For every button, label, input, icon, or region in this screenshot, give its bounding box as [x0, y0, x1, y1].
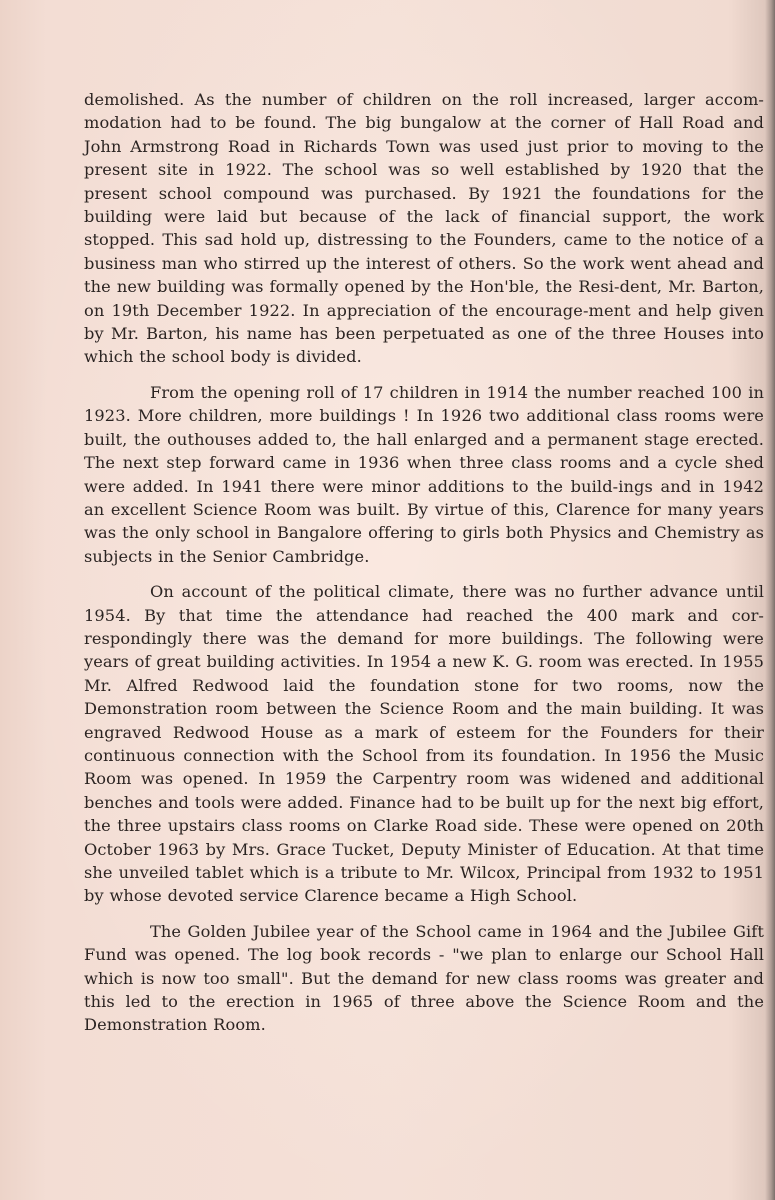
paragraph-building-1954-1963: On account of the political climate, there was no further advance until 1954. By that time the attendance had reached the 400 mark and cor-respondingly there was the demand for more buildings. The following were years of great building activities. In 1954 a new K. G. room was erected. In 1955 Mr. Alfred Redwood laid the foundation stone for two rooms, now the Demonstration room between the Science Room and the main building. It was engraved Redwood House as a mark of esteem for the Founders for their continuous connection with the School from its foundation. In 1956 the Music Room was opened. In 1959 the Carpentry room was widened and additional benches and tools were added. Finance had to be built up for the next big effort, the three upstairs class rooms on Clarke Road side. These were opened on 20th October 1963 by Mrs. Grace Tucket, Deputy Minister of Education. At that time she unveiled tablet which is a tribute to Mr. Wilcox, Principal from 1932 to 1951 by whose devoted service Clarence became a High School.	[84, 582, 764, 906]
document-body	[84, 88, 764, 1037]
paragraph-growth-1914-1942: From the opening roll of 17 children in 1914 the number reached 100 in 1923. More children, more buildings ! In 1926 two additional class rooms were built, the outhouses added to, the hall enlarged and a permanent stage erected. The next step forward came in 1936 when three class rooms and a cycle shed were added. In 1941 there were minor additions to the build-ings and in 1942 an excellent Science Room was built. By virtue of this, Clarence for many years was the only school in Bangalore offering to girls both Physics and Chemistry as subjects in the Senior Cambridge.	[84, 382, 764, 566]
paragraph-golden-jubilee: The Golden Jubilee year of the School came in 1964 and the Jubilee Gift Fund was opened. The log book records - "we plan to enlarge our School Hall which is now too small". But the demand for new class rooms was greater and this led to the erection in 1965 of three above the Science Room and the Demonstration Room.	[84, 921, 764, 1035]
page-edge-shadow	[765, 0, 775, 1200]
paragraph-school-history-early: demolished. As the number of children on the roll increased, larger accom-modation had to be found. The big bungalow at the corner of Hall Road and John Armstrong Road in Richards Town was used just prior to moving to the present site in 1922. The school was so well established by 1920 that the present school compound was purchased. By 1921 the foundations for the building were laid but because of the lack of financial support, the work stopped. This sad hold up, distressing to the Founders, came to the notice of a business man who stirred up the interest of others. So the work went ahead and the new building was formally opened by the Hon'ble, the Resi-dent, Mr. Barton, on 19th December 1922. In appreciation of the encourage-ment and help given by Mr. Barton, his name has been perpetuated as one of the three Houses into which the school body is divided.	[84, 90, 764, 367]
